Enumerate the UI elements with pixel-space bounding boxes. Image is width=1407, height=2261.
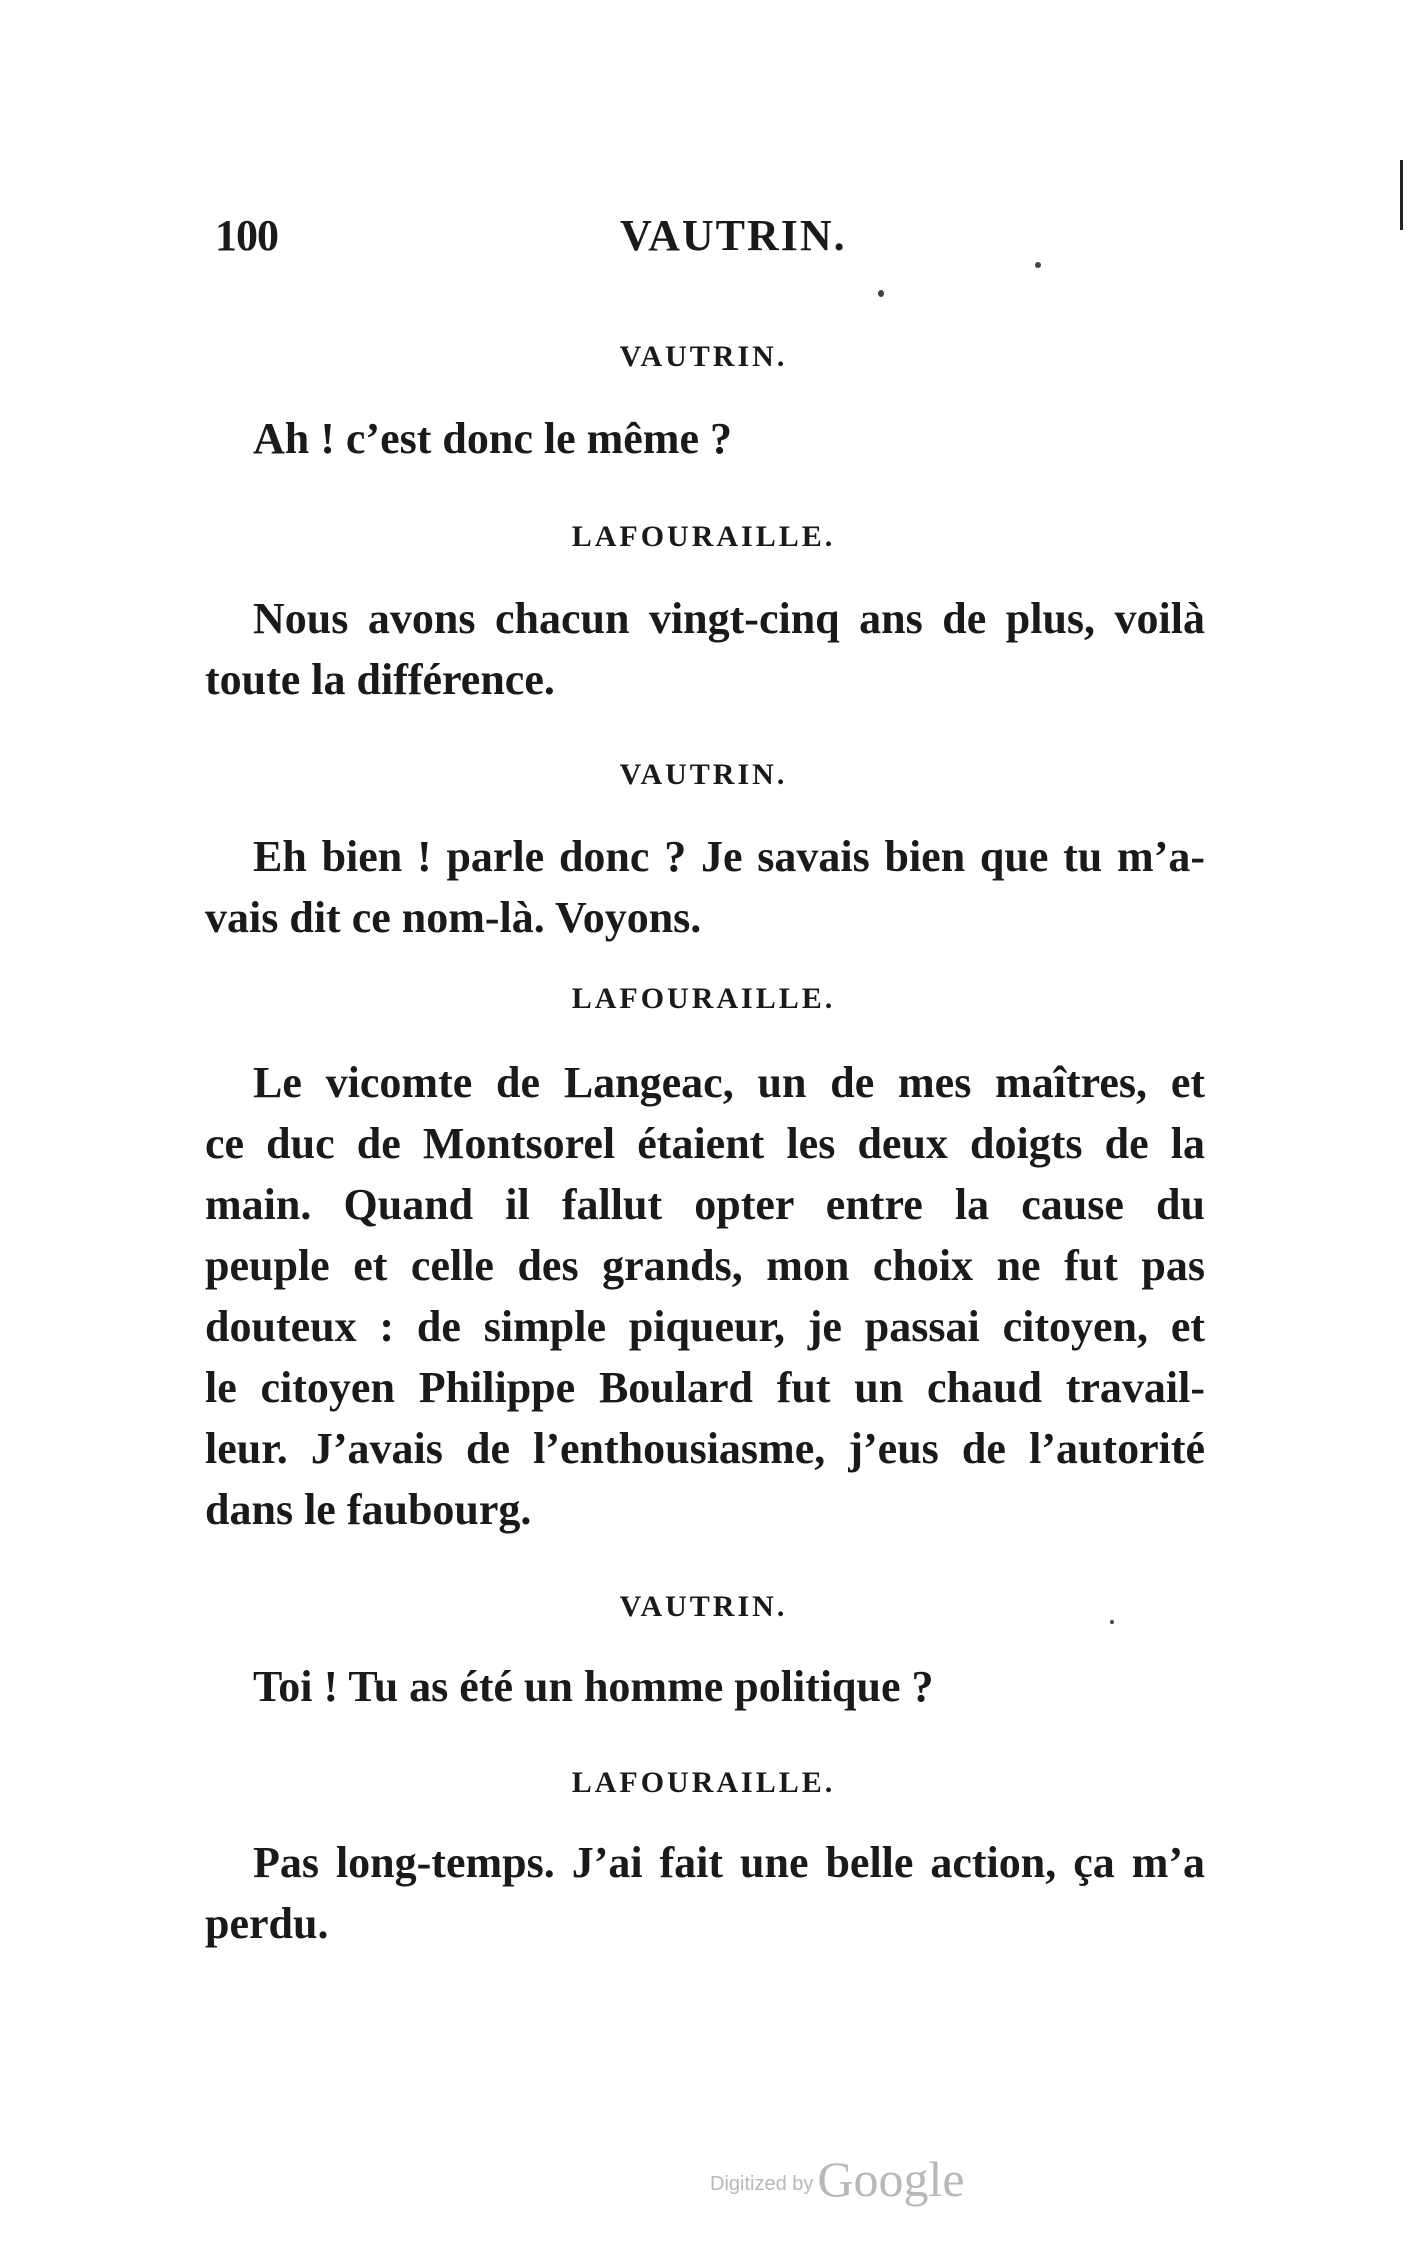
speech-line: Toi ! Tu as été un homme politique ? (253, 1662, 934, 1711)
speaker-name: LAFOURAILLE. (571, 520, 836, 553)
watermark-prefix: Digitized by (710, 2173, 814, 2195)
speech-line: vais dit ce nom-là. Voyons. (205, 893, 702, 942)
speaker-name: LAFOURAILLE. (571, 982, 836, 1015)
speaker-name: LAFOURAILLE. (571, 1766, 836, 1799)
ink-speck (878, 290, 884, 297)
speech-line: Pas long-temps. J’ai fait une belle action, ça m’a (253, 1838, 1205, 1887)
speech-line: Nous avons chacun vingt-cinq ans de plus, voilà (253, 594, 1205, 643)
speech-line: Ah ! c’est donc le même ? (253, 414, 732, 463)
speaker-name: VAUTRIN. (619, 758, 788, 791)
speech-line: ce duc de Montsorel étaient les deux doigts de la (205, 1119, 1205, 1168)
speech-text (205, 408, 1205, 469)
speech-line: peuple et celle des grands, mon choix ne fut pas (205, 1241, 1205, 1290)
running-title: VAUTRIN. (620, 211, 847, 260)
scan-edge-mark (1400, 160, 1403, 230)
speaker-name: VAUTRIN. (619, 340, 788, 373)
speech-line: le citoyen Philippe Boulard fut un chaud travail- (205, 1363, 1205, 1412)
speech-line: Eh bien ! parle donc ? Je savais bien que tu m’a- (253, 832, 1205, 881)
speech-line: douteux : de simple piqueur, je passai citoyen, et (205, 1302, 1205, 1351)
speech-line: toute la différence. (205, 655, 555, 704)
digitized-watermark (710, 2150, 965, 2208)
speech-line: perdu. (205, 1899, 329, 1948)
speech-text (205, 588, 1205, 710)
speech-text (205, 826, 1205, 948)
speech-line: main. Quand il fallut opter entre la cause du (205, 1180, 1205, 1229)
speech-text (205, 1832, 1205, 1954)
speech-text (205, 1052, 1205, 1540)
watermark-logo: Google (817, 2151, 965, 2207)
speech-line: Le vicomte de Langeac, un de mes maîtres, et (253, 1058, 1205, 1107)
running-head (215, 210, 1195, 270)
page-number: 100 (215, 211, 278, 260)
speech-text (205, 1656, 1205, 1717)
speech-line: leur. J’avais de l’enthousiasme, j’eus de l’autorité (205, 1424, 1205, 1473)
speaker-name: VAUTRIN. (619, 1590, 788, 1623)
speech-line: dans le faubourg. (205, 1485, 532, 1534)
